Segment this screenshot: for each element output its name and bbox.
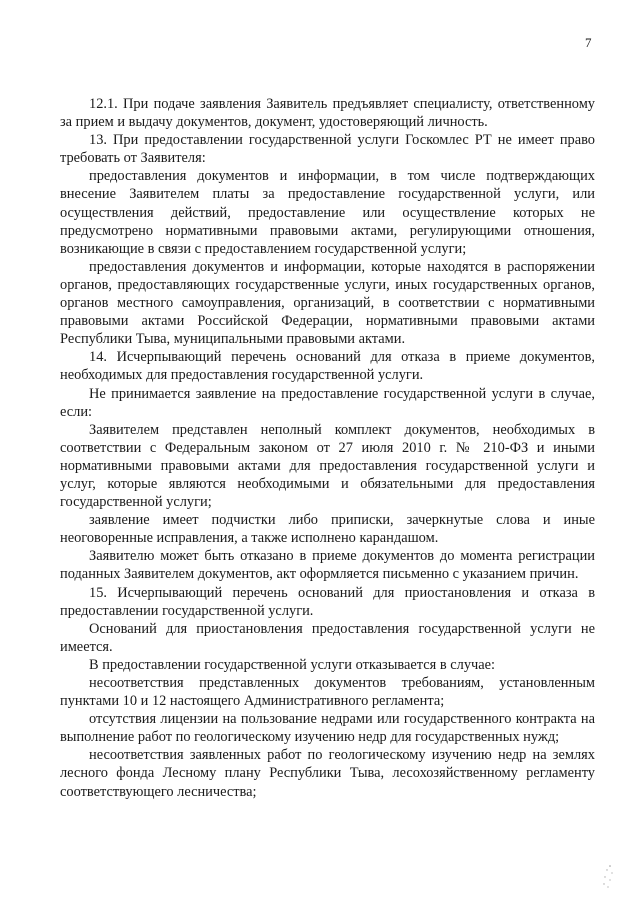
scan-mark bbox=[598, 862, 620, 890]
paragraph-15-refusal-intro: В предоставлении государственной услуги отказывается в случае: bbox=[89, 656, 496, 673]
paragraph-14-note: Заявителю может быть отказано в приеме документов до момента регистрации поданных Заявителем документов, акт оформляется письменно с указанием причин. bbox=[60, 548, 595, 583]
document-body bbox=[60, 95, 595, 801]
paragraph-15: 15. Исчерпывающий перечень оснований для приостановления и отказа в предоставлении государственной услуги. bbox=[60, 584, 595, 619]
paragraph-14-item-1: Заявителем представлен неполный комплект документов, необходимых в соответствии с Федеральным законом от 27 июля 2010 г. № 210-ФЗ и иными нормативными правовыми актами для предоставления государственной услуги и услуг, которые являются необходимыми и обязательными для предоставления государственной услуги; bbox=[60, 421, 595, 511]
paragraph-15-item-1: несоответствия представленных документов требованиям, установленным пунктами 10 и 12 настоящего Административного регламента; bbox=[60, 675, 595, 710]
paragraph-14: 14. Исчерпывающий перечень оснований для отказа в приеме документов, необходимых для предоставления государственной услуги. bbox=[60, 349, 595, 384]
paragraph-12-1: 12.1. При подаче заявления Заявитель предъявляет специалисту, ответственному за прием и выдачу документов, документ, удостоверяющий личность. bbox=[60, 96, 595, 131]
paragraph-13: 13. При предоставлении государственной услуги Госкомлес РТ не имеет право требовать от Заявителя: bbox=[60, 132, 595, 167]
paragraph-13-item-1: предоставления документов и информации, в том числе подтверждающих внесение Заявителем платы за предоставление государственной услуги, или осуществления действий, предоставление или осуществление которых не предусмотрено нормативными правовыми актами, регулирующими отношения, возникающие в связи с предоставлением государственной услуги; bbox=[60, 168, 595, 257]
paragraph-15-item-3: несоответствия заявленных работ по геологическому изучению недр на землях лесного фонда Лесному плану Республики Тыва, лесохозяйственному регламенту соответствующего лесничества; bbox=[60, 747, 595, 800]
paragraph-13-item-2: предоставления документов и информации, которые находятся в распоряжении органов, предоставляющих государственные услуги, иных государственных органов, органов местного самоуправления, организаций, в соответствии с нормативными правовыми актами Российской Федерации, нормативными правовыми актами Республики Тыва, муниципальными правовыми актами. bbox=[60, 258, 595, 348]
paragraph-14-item-2: заявление имеет подчистки либо приписки, зачеркнутые слова и иные неоговоренные исправления, а также исполнено карандашом. bbox=[60, 512, 595, 547]
paragraph-15-suspension: Оснований для приостановления предоставления государственной услуги не имеется. bbox=[60, 620, 595, 655]
paragraph-15-item-2: отсутствия лицензии на пользование недрами или государственного контракта на выполнение работ по геологическому изучению недр для государственных нужд; bbox=[60, 711, 595, 746]
paragraph-14-intro: Не принимается заявление на предоставление государственной услуги в случае, если: bbox=[60, 385, 595, 420]
page-number: 7 bbox=[585, 35, 592, 50]
